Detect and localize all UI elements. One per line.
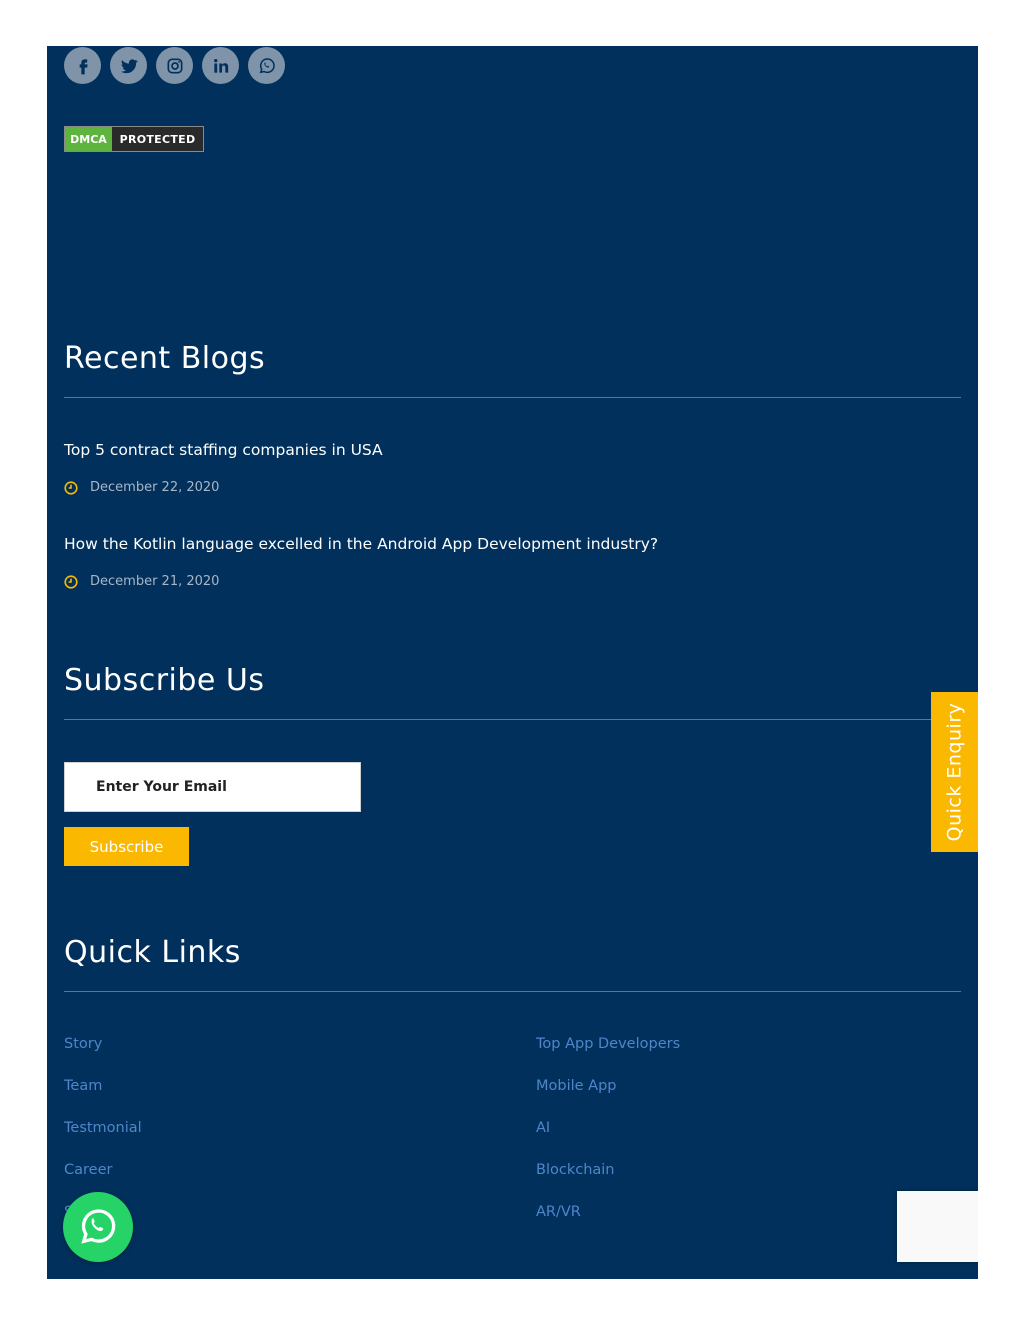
quick-link-top-app-developers[interactable]: Top App Developers: [536, 1036, 681, 1052]
instagram-icon: [165, 56, 185, 76]
quick-link-ai[interactable]: AI: [536, 1120, 551, 1136]
quick-link-story[interactable]: Story: [64, 1036, 103, 1052]
linkedin-icon: [211, 56, 231, 76]
facebook-icon: [73, 56, 93, 76]
quick-link-mobile-app[interactable]: Mobile App: [536, 1078, 617, 1094]
email-field[interactable]: [64, 762, 361, 812]
quick-links-divider: [64, 991, 961, 992]
site-footer: [47, 46, 978, 1279]
whatsapp-icon: [257, 56, 277, 76]
whatsapp-link[interactable]: [248, 47, 285, 84]
whatsapp-icon: [77, 1206, 119, 1248]
quick-link-ar-vr[interactable]: AR/VR: [536, 1204, 581, 1220]
recent-blogs-divider: [64, 397, 961, 398]
clock-icon: [64, 481, 78, 495]
subscribe-button[interactable]: Subscribe: [64, 827, 189, 866]
whatsapp-chat-button[interactable]: [63, 1192, 133, 1262]
dmca-badge-right: PROTECTED: [112, 127, 203, 151]
blog-post-date: [64, 574, 219, 589]
blog-post-date-text: December 21, 2020: [90, 574, 220, 589]
quick-links-title: Quick Links: [64, 935, 241, 970]
dmca-badge-left: DMCA: [65, 127, 112, 151]
twitter-link[interactable]: [110, 47, 147, 84]
recaptcha-badge[interactable]: [897, 1191, 978, 1262]
facebook-link[interactable]: [64, 47, 101, 84]
recent-blogs-title: Recent Blogs: [64, 341, 266, 376]
subscribe-divider: [64, 719, 961, 720]
quick-enquiry-tab[interactable]: [931, 692, 978, 852]
blog-post-date-text: December 22, 2020: [90, 480, 220, 495]
quick-link-blockchain[interactable]: Blockchain: [536, 1162, 615, 1178]
quick-link-career[interactable]: Career: [64, 1162, 113, 1178]
blog-post-date: [64, 480, 219, 495]
linkedin-link[interactable]: [202, 47, 239, 84]
dmca-badge[interactable]: [64, 126, 204, 152]
quick-enquiry-label: Quick Enquiry: [943, 702, 966, 842]
clock-icon: [64, 575, 78, 589]
instagram-link[interactable]: [156, 47, 193, 84]
quick-link-team[interactable]: Team: [64, 1078, 103, 1094]
twitter-icon: [119, 56, 139, 76]
quick-links-right: [536, 1034, 680, 1244]
quick-link-testimonial[interactable]: Testmonial: [64, 1120, 142, 1136]
subscribe-title: Subscribe Us: [64, 663, 265, 698]
blog-post-link[interactable]: How the Kotlin language excelled in the Android App Development industry?: [64, 535, 659, 553]
blog-post-link[interactable]: Top 5 contract staffing companies in USA: [64, 441, 383, 459]
social-links: [64, 47, 285, 84]
